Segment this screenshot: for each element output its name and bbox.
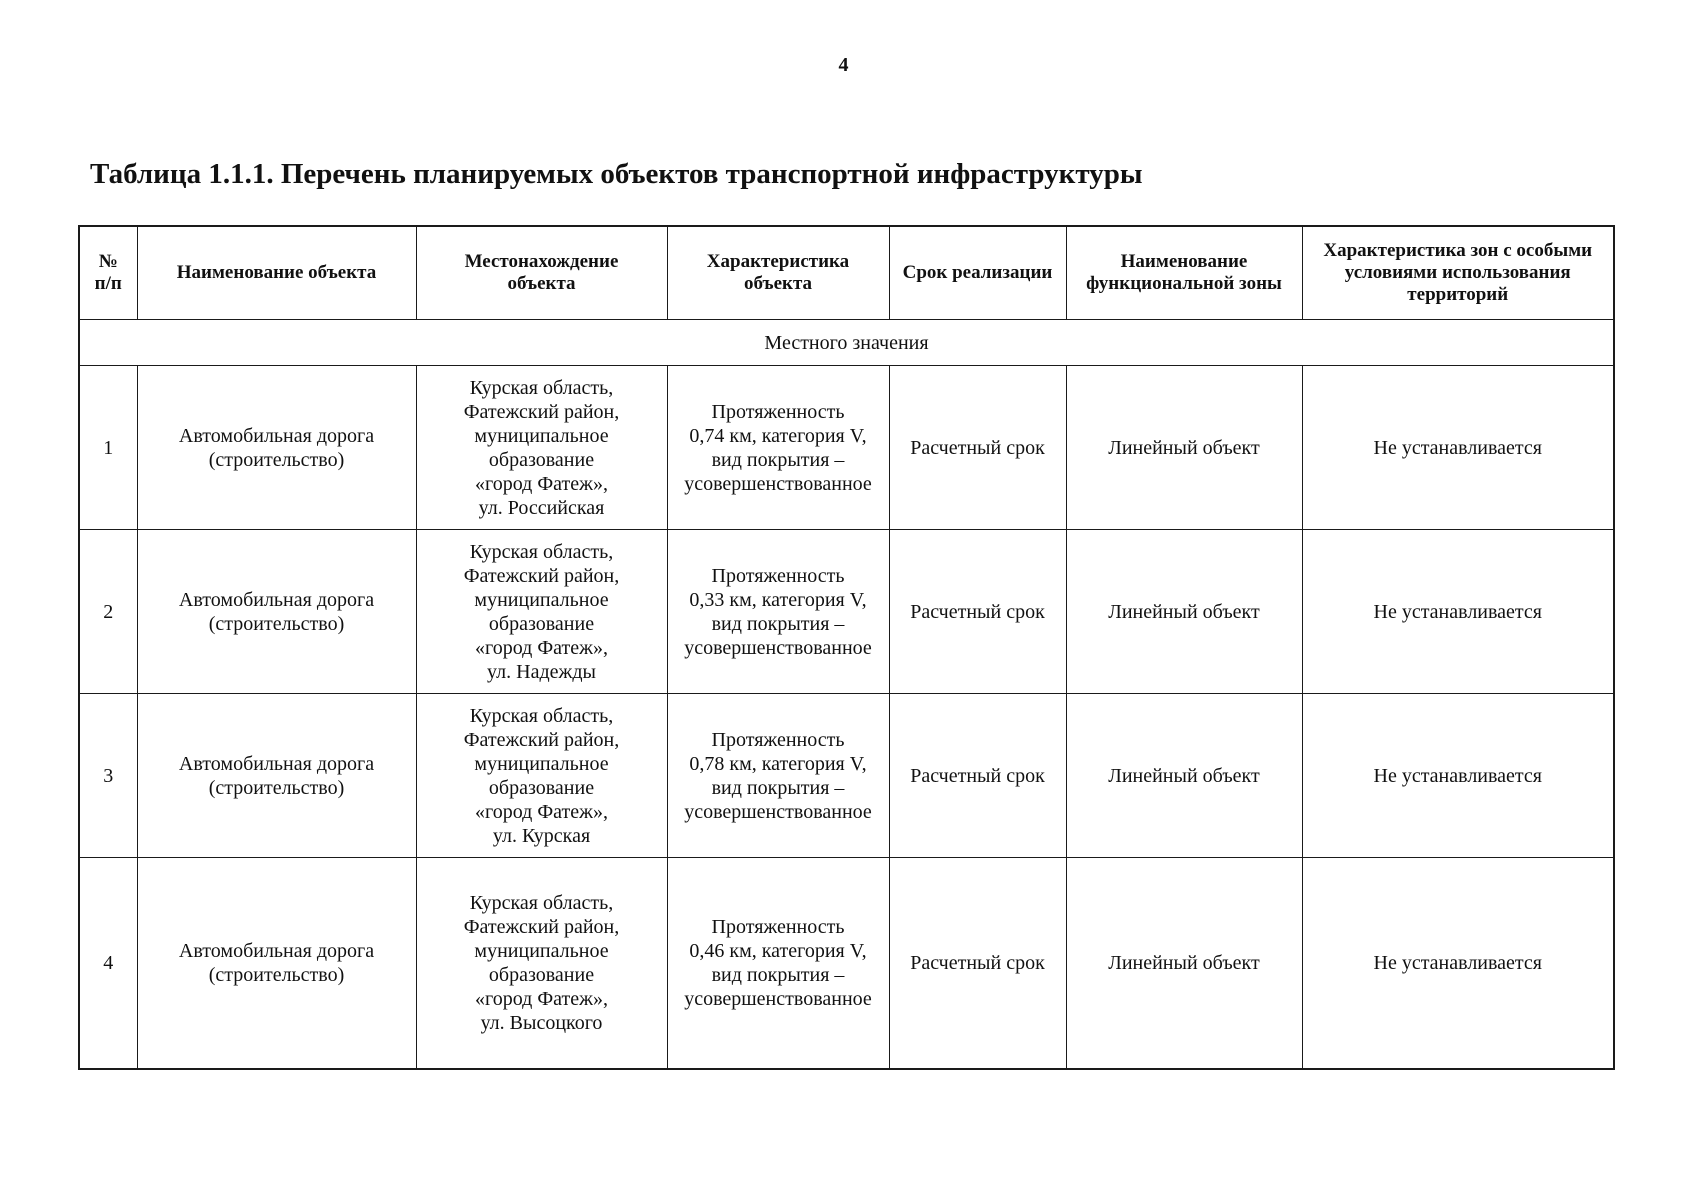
cell-term: Расчетный срок	[889, 530, 1066, 694]
cell-number: 4	[79, 858, 137, 1070]
cell-object-name: Автомобильная дорога (строительство)	[137, 530, 416, 694]
cell-functional-zone: Линейный объект	[1066, 530, 1302, 694]
cell-characteristic: Протяженность 0,46 км, категория V, вид покрытия – усовершенствованное	[667, 858, 889, 1070]
cell-special-zones: Не устанавливается	[1302, 694, 1614, 858]
table-row	[79, 366, 1614, 530]
cell-functional-zone: Линейный объект	[1066, 694, 1302, 858]
cell-location: Курская область, Фатежский район, муниципальное образование «город Фатеж», ул. Высоцкого	[416, 858, 667, 1070]
table-row	[79, 858, 1614, 1070]
cell-characteristic: Протяженность 0,33 км, категория V, вид покрытия – усовершенствованное	[667, 530, 889, 694]
table-row	[79, 694, 1614, 858]
page-number: 4	[838, 54, 849, 76]
cell-number: 1	[79, 366, 137, 530]
header-location: Местонахождение объекта	[416, 226, 667, 320]
cell-object-name: Автомобильная дорога (строительство)	[137, 694, 416, 858]
section-row	[79, 320, 1614, 366]
cell-special-zones: Не устанавливается	[1302, 858, 1614, 1070]
header-functional-zone: Наименование функциональной зоны	[1066, 226, 1302, 320]
cell-location: Курская область, Фатежский район, муниципальное образование «город Фатеж», ул. Надежды	[416, 530, 667, 694]
cell-term: Расчетный срок	[889, 694, 1066, 858]
cell-special-zones: Не устанавливается	[1302, 366, 1614, 530]
transport-objects-table	[78, 225, 1615, 1070]
cell-special-zones: Не устанавливается	[1302, 530, 1614, 694]
cell-number: 3	[79, 694, 137, 858]
table-title: Таблица 1.1.1. Перечень планируемых объектов транспортной инфраструктуры	[90, 158, 1143, 190]
cell-object-name: Автомобильная дорога (строительство)	[137, 366, 416, 530]
header-characteristic: Характеристика объекта	[667, 226, 889, 320]
cell-functional-zone: Линейный объект	[1066, 366, 1302, 530]
cell-term: Расчетный срок	[889, 858, 1066, 1070]
cell-functional-zone: Линейный объект	[1066, 858, 1302, 1070]
cell-object-name: Автомобильная дорога (строительство)	[137, 858, 416, 1070]
cell-location: Курская область, Фатежский район, муниципальное образование «город Фатеж», ул. Курская	[416, 694, 667, 858]
header-number: № п/п	[79, 226, 137, 320]
cell-characteristic: Протяженность 0,78 км, категория V, вид покрытия – усовершенствованное	[667, 694, 889, 858]
cell-characteristic: Протяженность 0,74 км, категория V, вид покрытия – усовершенствованное	[667, 366, 889, 530]
cell-location: Курская область, Фатежский район, муниципальное образование «город Фатеж», ул. Российская	[416, 366, 667, 530]
header-object-name: Наименование объекта	[137, 226, 416, 320]
section-label: Местного значения	[79, 320, 1614, 366]
header-term: Срок реализации	[889, 226, 1066, 320]
cell-number: 2	[79, 530, 137, 694]
table-header-row	[79, 226, 1614, 320]
header-special-zones: Характеристика зон с особыми условиями использования территорий	[1302, 226, 1614, 320]
table-row	[79, 530, 1614, 694]
cell-term: Расчетный срок	[889, 366, 1066, 530]
